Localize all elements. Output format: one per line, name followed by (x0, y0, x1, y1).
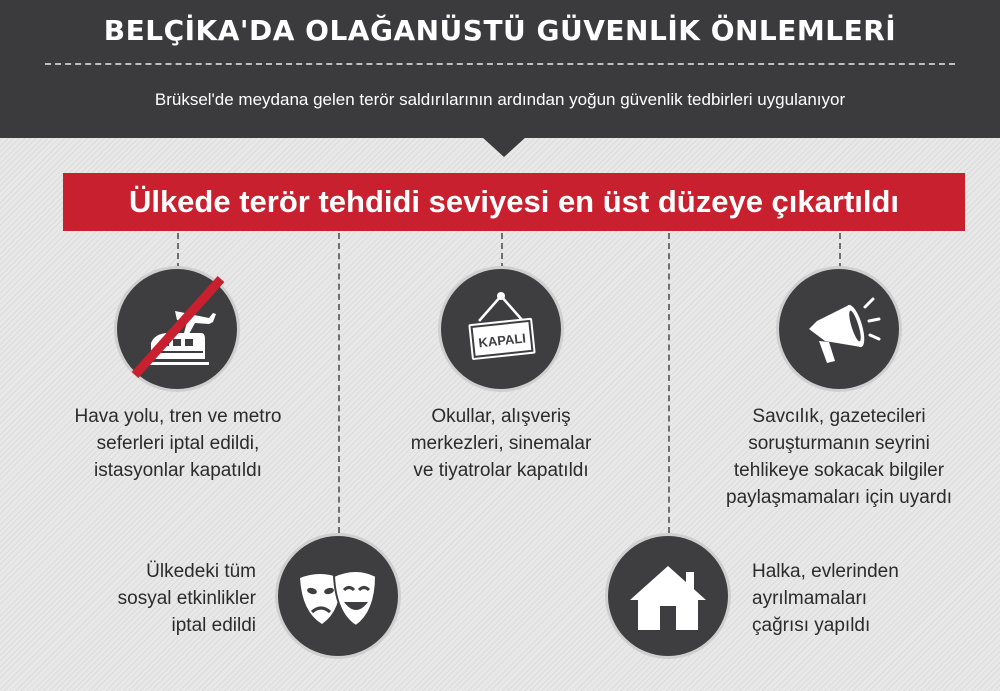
connector-4 (338, 233, 340, 533)
text-line: soruşturmanın seyrini (748, 433, 930, 454)
text-line: iptal edildi (171, 615, 256, 636)
text-line: Okullar, alışveriş (431, 406, 571, 427)
text-line: istasyonlar kapatıldı (94, 460, 262, 481)
connector-3 (839, 233, 841, 269)
connector-5 (668, 233, 670, 533)
text-line: Halka, evlerinden (752, 561, 899, 582)
measure-2-text (381, 403, 621, 484)
page-title: BELÇİKA'DA OLAĞANÜSTÜ GÜVENLİK ÖNLEMLERİ (103, 14, 897, 47)
text-line: sosyal etkinlikler (117, 588, 256, 609)
house-icon (608, 536, 728, 656)
text-line: çağrısı yapıldı (752, 615, 871, 636)
closed-sign-icon (441, 269, 561, 389)
header (0, 0, 1000, 138)
header-pointer (482, 137, 526, 157)
text-line: Hava yolu, tren ve metro (74, 406, 282, 427)
measure-3-text (709, 403, 969, 511)
text-line: ve tiyatrolar kapatıldı (413, 460, 589, 481)
text-line: paylaşmamaları için uyardı (726, 487, 952, 508)
closed-sign-text: KAPALI (477, 330, 527, 351)
page-subtitle: Brüksel'de meydana gelen terör saldırılarının ardından yoğun güvenlik tedbirleri uygulanıyor (154, 90, 846, 109)
header-divider (45, 63, 955, 65)
threat-banner (63, 173, 965, 231)
theater-masks-icon (278, 536, 398, 656)
text-line: tehlikeye sokacak bilgiler (733, 460, 945, 481)
text-line: Ülkedeki tüm (146, 561, 256, 582)
text-line: seferleri iptal edildi, (96, 433, 260, 454)
megaphone-icon (779, 269, 899, 389)
text-line: merkezleri, sinemalar (410, 433, 592, 454)
measure-4-text (46, 558, 256, 639)
connector-2 (501, 233, 503, 269)
measure-5-text (752, 558, 972, 639)
banner-text: Ülkede terör tehdidi seviyesi en üst düzeye çıkartıldı (128, 184, 900, 219)
text-line: ayrılmamaları (752, 588, 868, 609)
text-line: Savcılık, gazetecileri (752, 406, 926, 427)
connector-1 (177, 233, 179, 269)
plane-train-crossed-icon (117, 269, 237, 389)
measure-1-text (58, 403, 298, 484)
